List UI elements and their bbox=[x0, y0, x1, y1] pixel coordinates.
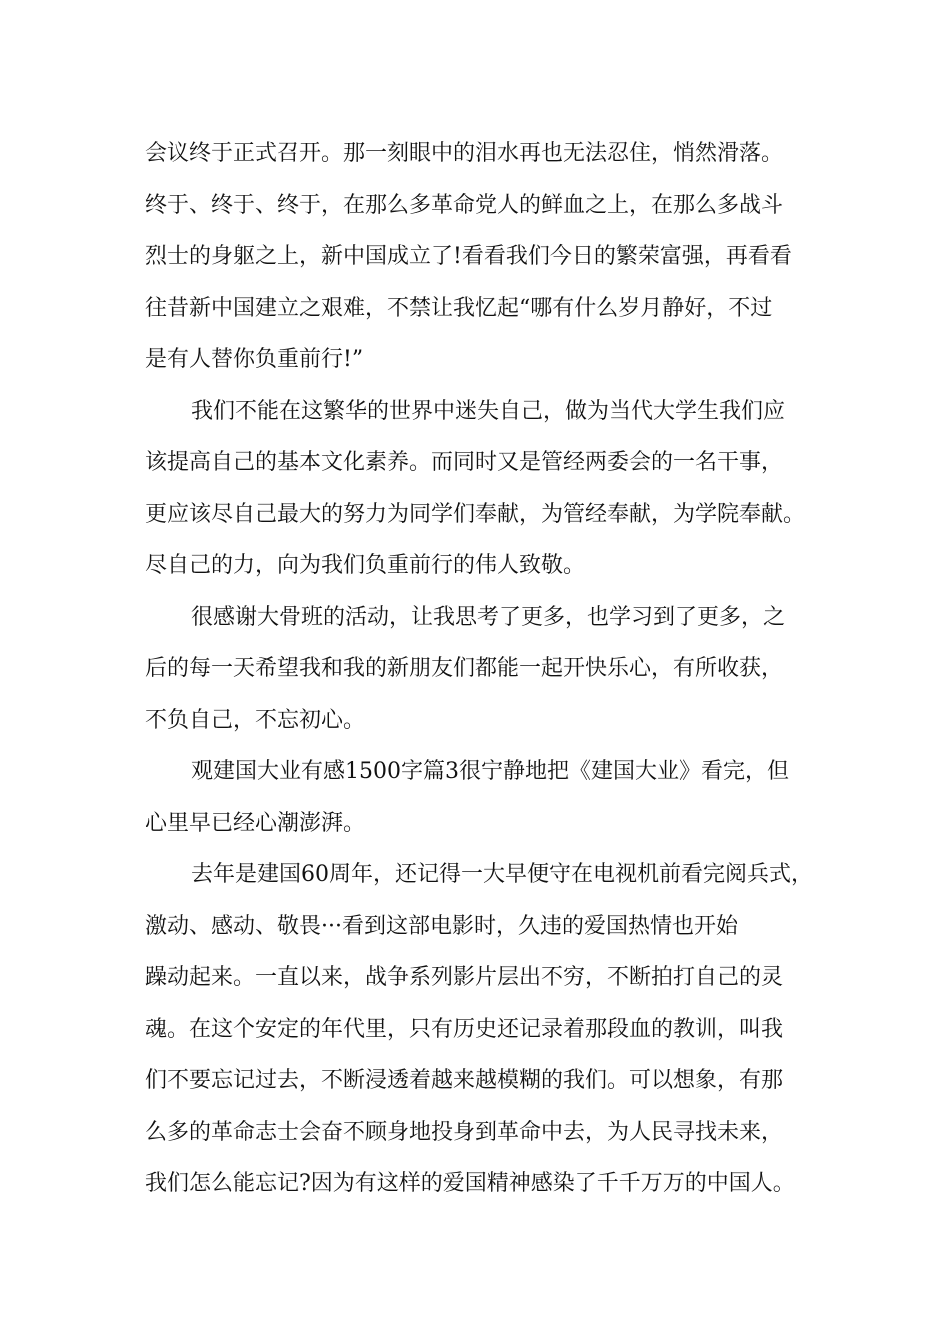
text-line: 魂。在这个安定的年代里，只有历史还记录着那段血的教训，叫我 bbox=[145, 1016, 784, 1042]
text-line: 终于、终于、终于，在那么多革命党人的鲜血之上，在那么多战斗 bbox=[145, 192, 784, 218]
text-line: 们不要忘记过去，不断浸透着越来越模糊的我们。可以想象，有那 bbox=[145, 1068, 784, 1093]
text-line: 烈士的身躯之上，新中国成立了!看看我们今日的繁荣富强，再看看 bbox=[145, 244, 792, 269]
text-line: 往昔新中国建立之艰难，不禁让我忆起“哪有什么岁月静好，不过 bbox=[145, 295, 773, 321]
paragraph-start-line: 我们不能在这繁华的世界中迷失自己，做为当代大学生我们应 bbox=[191, 398, 786, 424]
text-line: 么多的革命志士会奋不顾身地投身到革命中去，为人民寻找未来， bbox=[145, 1119, 784, 1145]
paragraph-start-line: 去年是建国60周年，还记得一大早便守在电视机前看完阅兵式， bbox=[191, 862, 813, 887]
paragraph-start-line: 观建国大业有感1500字篇3很宁静地把《建国大业》看完，但 bbox=[191, 759, 789, 784]
text-line: 尽自己的力，向为我们负重前行的伟人致敬。 bbox=[145, 553, 586, 578]
text-line: 激动、感动、敬畏···看到这部电影时，久违的爱国热情也开始 bbox=[145, 913, 738, 939]
text-line: 我们怎么能忘记?因为有这样的爱国精神感染了千千万万的中国人。 bbox=[145, 1171, 795, 1196]
text-line: 后的每一天希望我和我的新朋友们都能一起开快乐心，有所收获， bbox=[145, 656, 784, 681]
text-line: 不负自己，不忘初心。 bbox=[145, 707, 366, 733]
text-line: 更应该尽自己最大的努力为同学们奉献，为管经奉献，为学院奉献。 bbox=[145, 501, 806, 527]
body-text bbox=[145, 128, 825, 1210]
text-line: 是有人替你负重前行!” bbox=[145, 347, 364, 372]
paragraph-start-line: 很感谢大骨班的活动，让我思考了更多，也学习到了更多，之 bbox=[191, 604, 786, 630]
text-line: 躁动起来。一直以来，战争系列影片层出不穷，不断拍打自己的灵 bbox=[145, 965, 784, 990]
text-line: 会议终于正式召开。那一刻眼中的泪水再也无法忍住，悄然滑落。 bbox=[145, 141, 784, 166]
text-line: 心里早已经心潮澎湃。 bbox=[145, 810, 366, 836]
text-line: 该提高自己的基本文化素养。而同时又是管经两委会的一名干事， bbox=[145, 450, 784, 475]
